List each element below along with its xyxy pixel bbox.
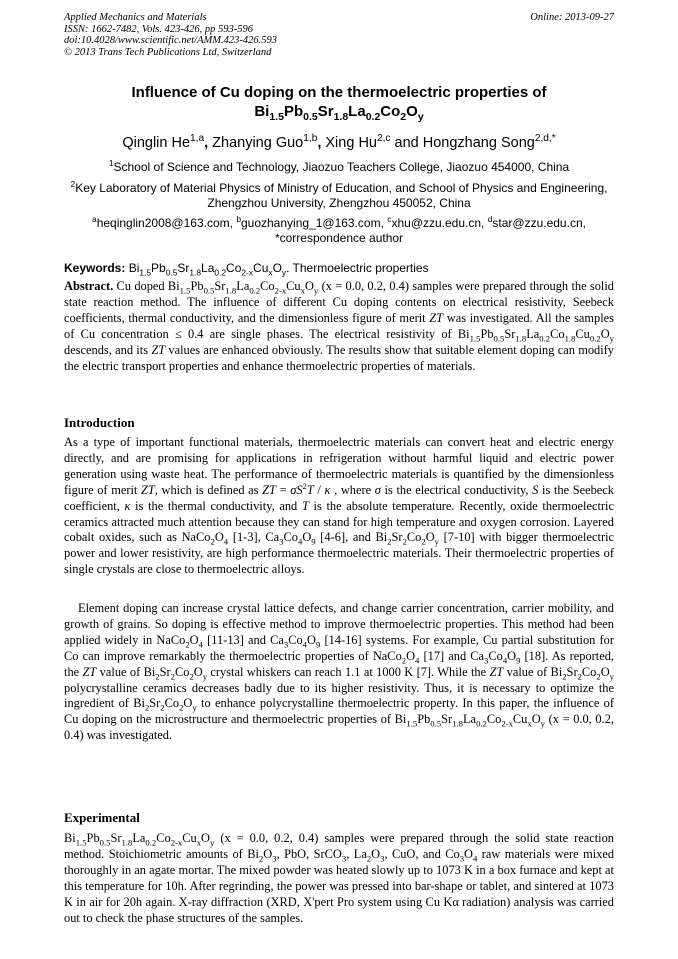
copyright-line: © 2013 Trans Tech Publications Ltd, Switzerland <box>64 46 272 58</box>
email-list: $^a$heqinglin2008@163.com, $^b$guozhanying_1@163.com, $^c$xhu@zzu.edu.cn, $^d$star@zzu.edu.cn, *correspondence author <box>64 216 614 246</box>
section-heading-introduction: Introduction <box>64 415 135 430</box>
online-date: Online: 2013-09-27 <box>530 12 614 23</box>
correspondence-note: *correspondence author <box>274 231 404 245</box>
issn-line: ISSN: 1662-7482, Vols. 423-426, pp 593-596 <box>64 23 253 35</box>
email-link[interactable]: guozhanying_1@163.com <box>240 216 381 230</box>
author-affil-mark: 2,c <box>376 133 391 145</box>
keywords-rest: . Thermoelectric properties <box>286 261 429 275</box>
doi-line: doi:10.4028/www.scientific.net/AMM.423-426.593 <box>64 35 277 46</box>
title-line-2: $Bi_{1.5}Pb_{0.5}Sr_{1.8}La_{0.2}Co_2O_y$ <box>254 103 424 123</box>
section-heading-experimental: Experimental <box>64 810 140 825</box>
email-letter: a <box>92 214 97 224</box>
affiliation-text: Key Laboratory of Material Physics of Ministry of Education, and School of Physics and Engineering, Zhengzhou University, Zhengzhou 450052, China <box>75 181 608 210</box>
author-name: Xing Hu <box>325 135 377 151</box>
affiliation-number: 1 <box>108 158 114 168</box>
author-affil-mark: 2,d,* <box>534 133 556 145</box>
experimental-paragraph-1: $Bi_{1.5}Pb_{0.5}Sr_{1.8}La_{0.2}Co_{2-x}Cu_xO_y$ (x = 0.0, 0.2, 0.4) samples were prepared through the solid state reaction method. Stoichiometric amounts of $Bi_2O_3$, PbO, SrCO$_3$, $La_2O_3$, CuO, and $Co_3O_4$ raw materials were mixed thoroughly in an agate mortar. The mixed powder was heated slowly up to 1073 K in a box furnace and kept at this temperature for 10h. After regrinding, the power was pressed into bar-shape or tablet, and sintered at 1073 K in air for 20h again. X-ray diffraction (XRD, X'pert Pro system using Cu Kα radiation) analysis was carried out to check the phase structures of the samples. <box>64 831 615 925</box>
author-name: Hongzhang Song <box>422 135 535 151</box>
author-affil-mark: 1,a <box>190 133 205 145</box>
email-letter: c <box>387 214 392 224</box>
journal-header <box>64 12 277 58</box>
affiliation-number: 2 <box>70 179 76 189</box>
keywords-label: Keywords: <box>64 261 126 275</box>
author-affil-mark: 1,b <box>303 133 318 145</box>
email-letter: d <box>487 214 493 224</box>
keywords-line: Keywords: $Bi_{1.5}Pb_{0.5}Sr_{1.8}La_{0.2}Co_{2-x}Cu_xO_y$. Thermoelectric properties <box>64 261 429 278</box>
email-link[interactable]: heqinglin2008@163.com <box>96 216 230 230</box>
abstract-paragraph: Abstract. Cu doped $Bi_{1.5}Pb_{0.5}Sr_{1.8}La_{0.2}Co_{2-x}Cu_xO_y$ (x = 0.0, 0.2, 0.4) samples were prepared through the solid state reaction method. The influence of different Cu doping contents on electrical resistivity, Seebeck coefficients, thermal conductivity, and the dimensionless figure of merit ZT was investigated. All the samples of Cu concentration ≤ 0.4 are single phases. The electrical resistivity of $Bi_{1.5}Pb_{0.5}Sr_{1.8}La_{0.2}Co_{1.8}Cu_{0.2}O_y$ descends, and its ZT values are enhanced obviously. The results show that suitable element doping can modify the electric transport properties and enhance thermoelectric properties of materials. <box>64 279 615 373</box>
author-list: Qinglin He$^{1,a}$, Zhanying Guo$^{1,b}$, Xing Hu$^{2,c}$ and Hongzhang Song$^{2,d,*}$ <box>122 133 556 151</box>
affiliation-text: School of Science and Technology, Jiaozuo Teachers College, Jiaozuo 454000, China <box>113 160 570 174</box>
email-link[interactable]: xhu@zzu.edu.cn <box>391 216 482 230</box>
author-name: Qinglin He <box>122 135 191 151</box>
abstract-label: Abstract. <box>64 279 114 293</box>
introduction-paragraph-2: Element doping can increase crystal lattice defects, and change carrier concentration, carrier mobility, and growth of grains. So doping is effective method to improve thermoelectric properties. This method had been applied widely in $NaCo_2O_4$ [11-13] and $Ca_3Co_4O_9$ [14-16] systems. For example, Cu partial substitution for Co can improve remarkably the thermoelectric properties of $NaCo_2O_4$ [17] and $Ca_3Co_4O_9$ [18]. As reported, the ZT value of $Bi_2Sr_2Co_2O_y$ crystal whiskers can reach 1.1 at 1000 K [7]. While the ZT value of $Bi_2Sr_2Co_2O_y$ polycrystalline ceramics decreases badly due to its higher resistivity. Thus, it is necessary to optimize the ingredient of $Bi_2Sr_2Co_2O_y$ to enhance polycrystalline thermoelectric property. In this paper, the influence of Cu doping on the microstructure and thermoelectric properties of $Bi_{1.5}Pb_{0.5}Sr_{1.8}La_{0.2}Co_{2-x}Cu_xO_y$ (x = 0.0, 0.2, 0.4) was investigated. <box>64 601 614 743</box>
email-letter: b <box>236 214 241 224</box>
title-line-1: Influence of Cu doping on the thermoelectric properties of <box>131 84 547 101</box>
paper-title <box>40 83 638 121</box>
author-name: Zhanying Guo <box>212 135 304 151</box>
affiliation-2 <box>64 181 614 211</box>
journal-name: Applied Mechanics and Materials <box>64 12 207 23</box>
author-and: and <box>394 135 419 151</box>
email-link[interactable]: star@zzu.edu.cn <box>492 216 583 230</box>
introduction-paragraph-1: As a type of important functional materials, thermoelectric materials can convert heat and electric energy directly, and are promising for applications in refrigeration without harmful liquid and electric power generation using waste heat. The performance of thermoelectric materials is quantified by the dimensionless figure of merit ZT, which is defined as ZT = $\sigma S^2T$ / κ , where σ is the electrical conductivity, S is the Seebeck coefficient, κ is the thermal conductivity, and T is the absolute temperature. Recently, oxide thermoelectric ceramics attracted much attention because they can stand for high temperature and oxygen corrosion. Layered cobalt oxides, such as $NaCo_2O_4$ [1-3], $Ca_3Co_4O_9$ [4-6], and $Bi_2Sr_2Co_2O_y$ [7-10] with bigger thermoelectric power and lower resistivity, are high performance thermoelectric materials. Their thermoelectric properties of single crystals are close to thermoelectric alloys. <box>64 435 615 577</box>
affiliation-1 <box>64 160 614 175</box>
